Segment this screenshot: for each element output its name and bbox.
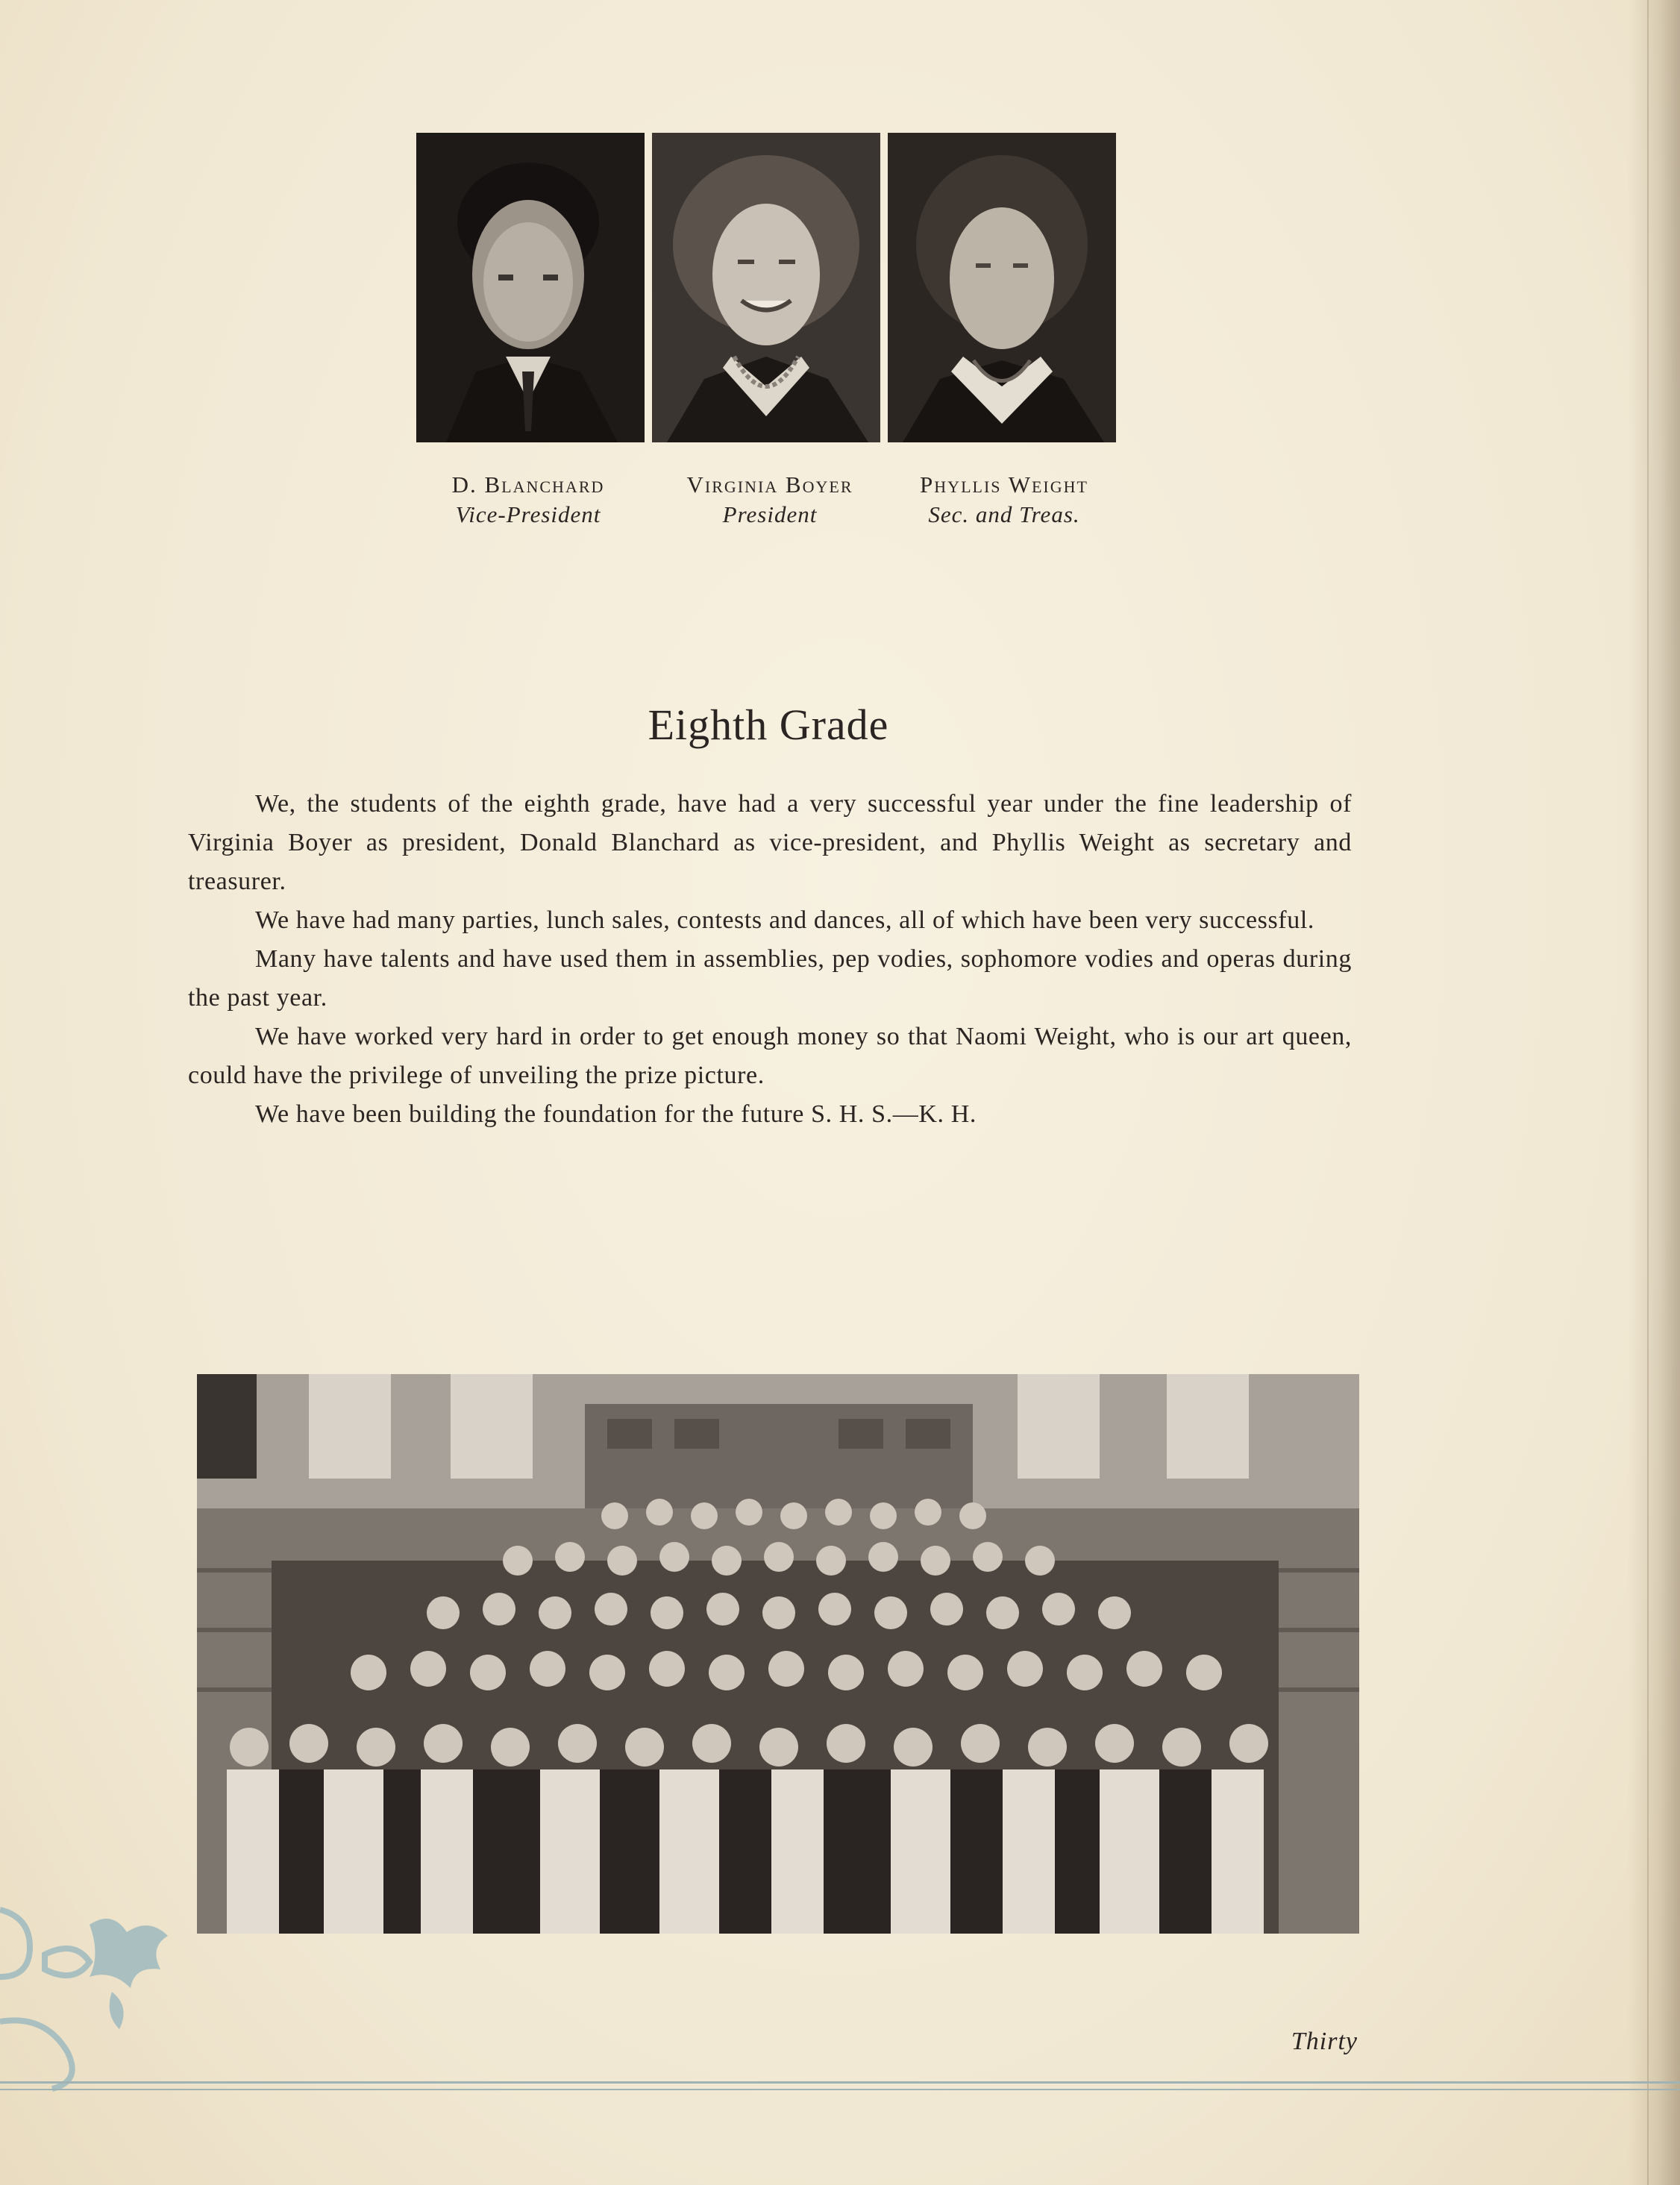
group-photo-image: [197, 1374, 1359, 1934]
page-edge-shadow: [1628, 0, 1680, 2185]
paragraph: We have worked very hard in order to get enough money so that Naomi Weight, who is our art queen, could have the privilege of unveiling the prize picture.: [188, 1023, 1352, 1089]
portrait-photo: [652, 133, 880, 442]
ornament-graphic: [0, 1895, 179, 2096]
officer-role: President: [722, 501, 818, 527]
portrait-secretary-treasurer: [888, 133, 1116, 442]
footer-rule: [0, 2089, 1680, 2090]
officer-name: Virginia Boyer: [686, 471, 853, 498]
paragraph: Many have talents and have used them in assemblies, pep vodies, sophomore vodies and operas during the past year.: [188, 945, 1352, 1012]
floral-ornament: [0, 1895, 179, 2096]
portrait-vice-president: [416, 133, 645, 442]
caption-vice-president: [409, 470, 648, 530]
page-title: Eighth Grade: [648, 700, 889, 749]
officer-portraits: [416, 133, 1118, 446]
paragraph: We have had many parties, lunch sales, contests and dances, all of which have been very successful.: [255, 906, 1314, 934]
caption-president: [651, 470, 889, 530]
officer-role: Sec. and Treas.: [928, 501, 1080, 527]
footer-rule: [0, 2081, 1680, 2084]
article-body: [188, 785, 1352, 1134]
officer-role: Vice-President: [455, 501, 601, 527]
class-group-photo: [197, 1374, 1359, 1934]
portrait-photo: [416, 133, 645, 442]
paragraph: We, the students of the eighth grade, have had a very successful year under the fine leadership of Virginia Boyer as president, Donald Blanchard as vice-president, and Phyllis Weight as secretary and treasurer.: [188, 790, 1352, 895]
paragraph: We have been building the foundation for the future S. H. S.—K. H.: [255, 1100, 977, 1128]
portrait-president: [652, 133, 880, 442]
crowd: [227, 1499, 1279, 1934]
officer-name: D. Blanchard: [451, 471, 605, 498]
caption-secretary-treasurer: [885, 470, 1123, 530]
officer-name: Phyllis Weight: [920, 471, 1088, 498]
portrait-photo: [888, 133, 1116, 442]
page-number: Thirty: [1291, 2028, 1358, 2055]
